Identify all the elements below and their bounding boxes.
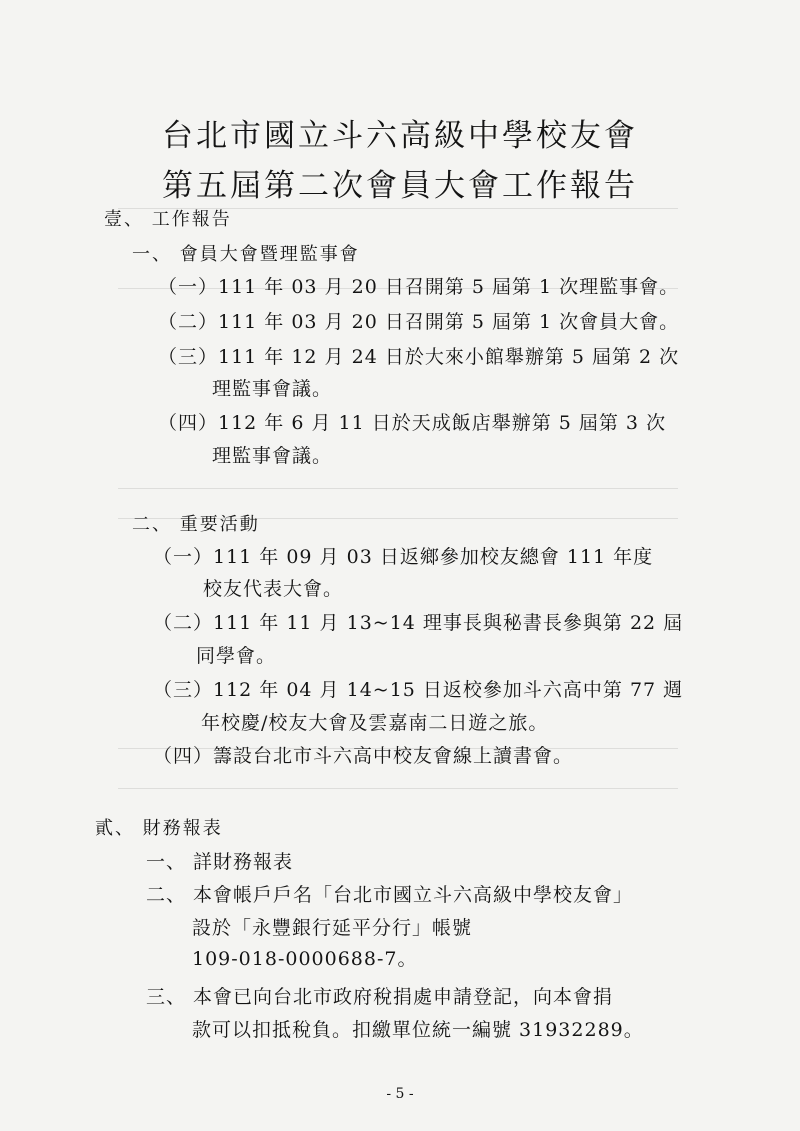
list-item: （一）111 年 09 月 03 日返鄉參加校友總會 111 年度: [153, 546, 654, 568]
list-item: 一、 詳財務報表: [146, 851, 294, 873]
document-title-line-2: 第五屆第二次會員大會工作報告: [162, 168, 638, 204]
page-number: - 5 -: [386, 1086, 414, 1102]
subsection-2-heading: 二、 重要活動: [132, 514, 260, 535]
list-item: （二）111 年 03 月 20 日召開第 5 屆第 1 次會員大會。: [158, 311, 680, 333]
subsection-1-heading: 一、 會員大會暨理監事會: [132, 244, 360, 265]
list-item: 二、 本會帳戶戶名「台北市國立斗六高級中學校友會」: [146, 884, 634, 906]
list-item: （二）111 年 11 月 13~14 理事長與秘書長參與第 22 屆: [153, 612, 684, 634]
document-title-line-1: 台北市國立斗六高級中學校友會: [162, 118, 638, 154]
section-2-heading: 貳、 財務報表: [95, 818, 223, 839]
list-item-continuation: 設於「永豐銀行延平分行」帳號: [192, 917, 473, 939]
list-item: （四）112 年 6 月 11 日於天成飯店舉辦第 5 屆第 3 次: [158, 412, 667, 434]
list-item-continuation: 款可以扣抵稅負。扣繳單位統一編號 31932289。: [192, 1019, 644, 1041]
list-item: 三、 本會已向台北市政府稅捐處申請登記，向本會捐: [146, 986, 614, 1008]
section-1-heading: 壹、 工作報告: [104, 209, 232, 230]
list-item-continuation: 同學會。: [196, 645, 277, 667]
list-item: （四）籌設台北市斗六高中校友會線上讀書會。: [153, 745, 574, 767]
list-item-continuation: 理監事會議。: [212, 378, 333, 400]
account-number: 109-018-0000688-7。: [192, 948, 418, 970]
list-item: （三）112 年 04 月 14~15 日返校參加斗六高中第 77 週: [153, 679, 684, 701]
list-item: （一）111 年 03 月 20 日召開第 5 屆第 1 次理監事會。: [158, 276, 680, 298]
list-item-continuation: 理監事會議。: [212, 445, 333, 467]
list-item-continuation: 年校慶/校友大會及雲嘉南二日遊之旅。: [201, 712, 549, 734]
list-item: （三）111 年 12 月 24 日於大來小館舉辦第 5 屆第 2 次: [158, 346, 680, 368]
list-item-continuation: 校友代表大會。: [203, 578, 344, 600]
